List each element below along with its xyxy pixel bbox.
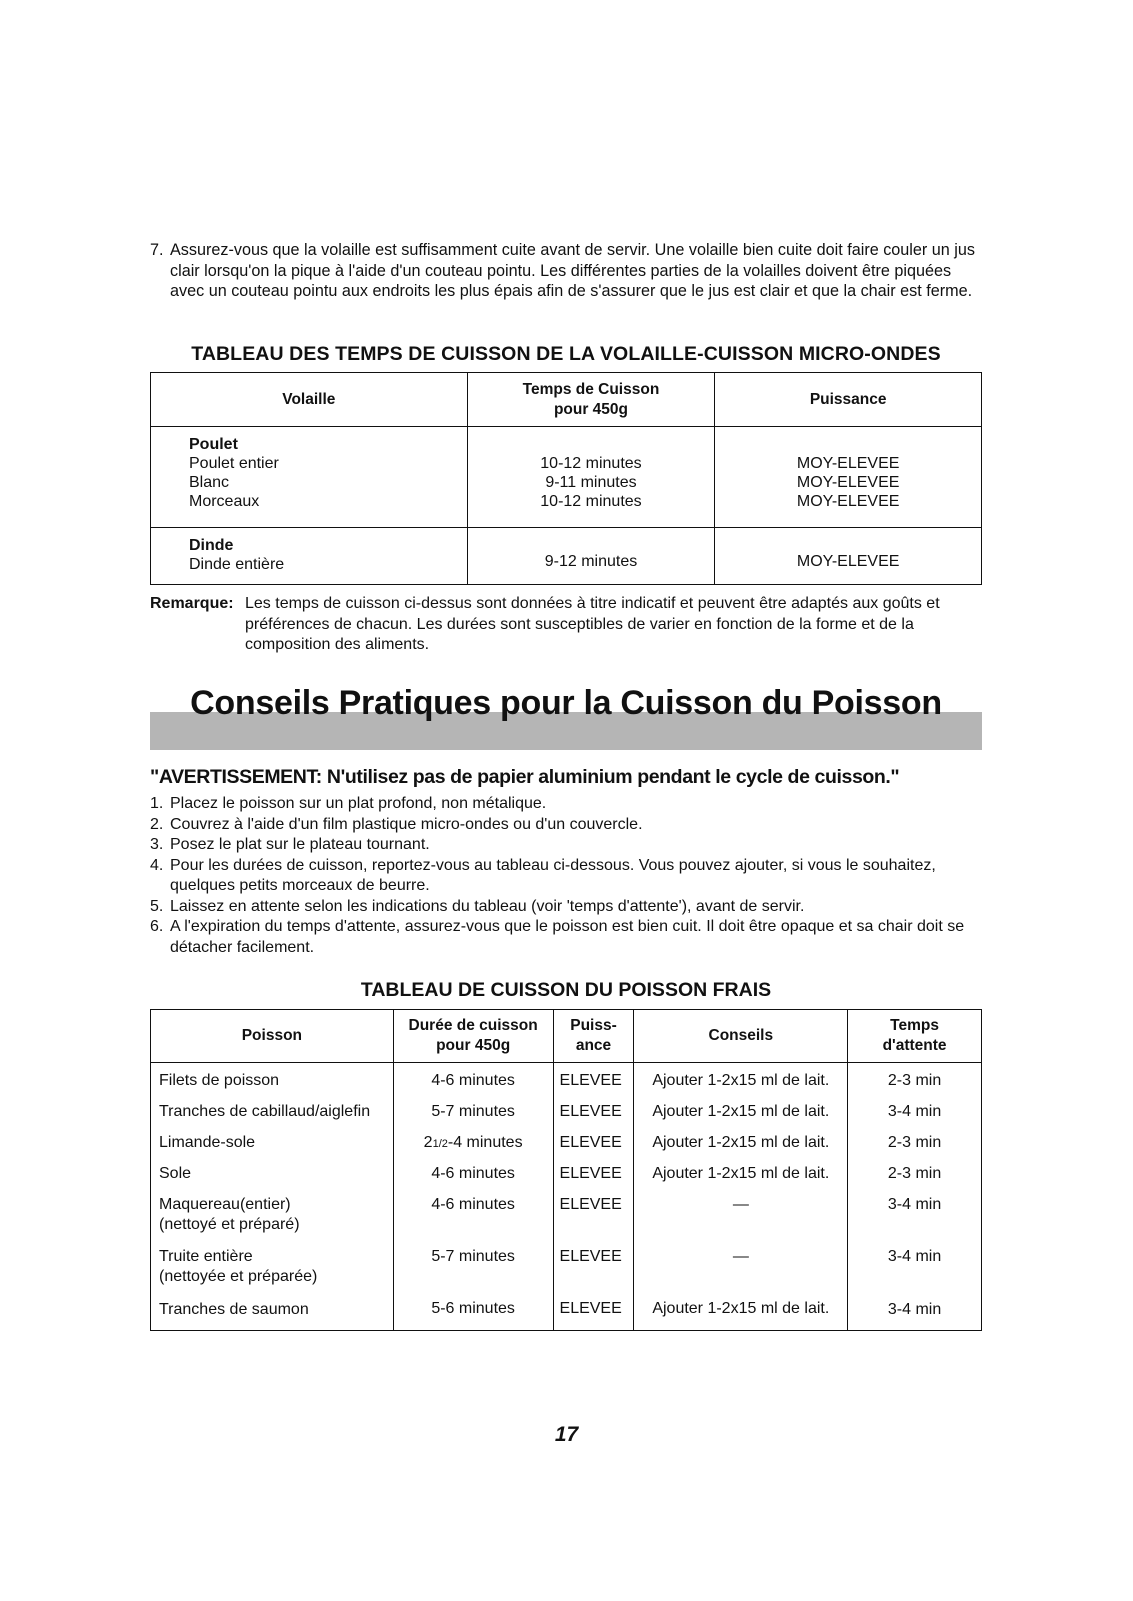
item-name: Blanc	[189, 474, 230, 491]
item-time: 10-12 minutes	[540, 493, 642, 510]
fish-name: Filets de poisson	[159, 1072, 280, 1089]
fish-time: 5-7 minutes	[431, 1248, 515, 1265]
fish-name: Sole	[159, 1165, 192, 1182]
fish-time: 4-6 minutes	[431, 1165, 515, 1182]
step-number: 7.	[150, 241, 164, 259]
fish-stand-time: 3-4 min	[887, 1248, 942, 1265]
header-conseils: Conseils	[634, 1010, 848, 1063]
header-temps-line2: pour 450g	[553, 400, 629, 418]
warning-text: "AVERTISSEMENT: N'utilisez pas de papier aluminium pendant le cycle de cuisson."	[150, 766, 900, 788]
list-item: 5. Laissez en attente selon les indications du tableau (voir 'temps d'attente'), avant de servir.	[150, 897, 805, 915]
item-power: MOY-ELEVEE	[796, 493, 900, 510]
fish-cooking-table	[150, 1009, 982, 1331]
item-name: Dinde entière	[189, 556, 285, 573]
fish-power: ELEVEE	[559, 1103, 622, 1120]
item-power: MOY-ELEVEE	[796, 455, 900, 472]
fish-table-title: TABLEAU DE CUISSON DU POISSON FRAIS	[360, 979, 772, 1001]
fish-tip: Ajouter 1-2x15 ml de lait.	[652, 1134, 830, 1151]
list-item: 2. Couvrez à l'aide d'un film plastique micro-ondes ou d'un couvercle.	[150, 815, 643, 833]
poultry-cooking-table	[150, 372, 982, 585]
list-item: 6. A l'expiration du temps d'attente, assurez-vous que le poisson est bien cuit. Il doit être opaque et sa chair doit se détacher facilement.	[150, 918, 965, 956]
fish-time: 5-7 minutes	[431, 1103, 515, 1120]
fish-tip: Ajouter 1-2x15 ml de lait.	[652, 1072, 830, 1089]
header-volaille: Volaille	[151, 373, 468, 427]
fish-power: ELEVEE	[559, 1165, 622, 1182]
fish-time: 21/2-4 minutes	[423, 1134, 523, 1151]
page-number: 17	[554, 1423, 579, 1446]
fish-stand-time: 3-4 min	[887, 1196, 942, 1213]
list-item: 4. Pour les durées de cuisson, reportez-vous au tableau ci-dessous. Vous pouvez ajouter, si vous le souhaitez, quelques petits morceaux de beurre.	[150, 856, 936, 894]
fish-power: ELEVEE	[559, 1300, 622, 1317]
fish-tip: —	[732, 1248, 749, 1265]
table-row	[151, 528, 982, 585]
fish-name: Truite entière (nettoyée et préparée)	[159, 1248, 318, 1285]
item-power: MOY-ELEVEE	[796, 553, 900, 570]
fish-power: ELEVEE	[559, 1134, 622, 1151]
item-name: Poulet entier	[189, 455, 279, 472]
header-duree: Durée de cuisson pour 450g	[393, 1010, 553, 1063]
fish-stand-time: 2-3 min	[887, 1134, 942, 1151]
fish-time: 5-6 minutes	[431, 1300, 515, 1317]
fish-power: ELEVEE	[559, 1196, 622, 1213]
fish-stand-time: 2-3 min	[887, 1165, 942, 1182]
header-temps-line1: Temps de Cuisson	[522, 380, 660, 398]
fish-tip: —	[732, 1196, 749, 1213]
item-time: 9-12 minutes	[544, 553, 638, 570]
list-item: 1. Placez le poisson sur un plat profond, non métalique.	[150, 795, 547, 812]
item-name: Morceaux	[189, 493, 260, 510]
header-temps	[467, 373, 715, 427]
fish-tip: Ajouter 1-2x15 ml de lait.	[652, 1103, 830, 1120]
fish-name: Tranches de cabillaud/aiglefin	[159, 1103, 371, 1120]
fish-tip: Ajouter 1-2x15 ml de lait.	[652, 1165, 830, 1182]
fish-tip: Ajouter 1-2x15 ml de lait.	[652, 1300, 830, 1317]
table-row	[151, 427, 982, 528]
item-time: 10-12 minutes	[540, 455, 642, 472]
fish-name: Tranches de saumon	[159, 1301, 309, 1318]
header-temps-attente: Temps d'attente	[848, 1010, 982, 1063]
poultry-table-title: TABLEAU DES TEMPS DE CUISSON DE LA VOLAILLE-CUISSON MICRO-ONDES	[191, 343, 941, 365]
group-name: Dinde	[189, 537, 234, 554]
fish-stand-time: 3-4 min	[887, 1301, 942, 1318]
step-text: Assurez-vous que la volaille est suffisamment cuite avant de servir. Une volaille bien cuite doit faire couler un jus clair lorsqu'on la pique à l'aide d'un couteau pointu. Les différentes parties de la volailles doivent être piquées avec un couteau pointu aux endroits les plus épais afin de s'assurer que le jus est clair et que la chair est ferme.	[170, 241, 975, 301]
table-header-row	[151, 373, 982, 427]
list-item: 3. Posez le plat sur le plateau tournant.	[150, 836, 430, 853]
table-header-row	[151, 1010, 982, 1063]
section-title: Conseils Pratiques pour la Cuisson du Poisson	[190, 684, 942, 722]
fish-steps-list	[150, 794, 982, 958]
item-power: MOY-ELEVEE	[796, 474, 900, 491]
fish-name: Limande-sole	[159, 1134, 256, 1151]
fish-power: ELEVEE	[559, 1072, 622, 1089]
header-puissance: Puiss- ance	[553, 1010, 634, 1063]
group-name: Poulet	[189, 436, 238, 453]
fish-name: Maquereau(entier) (nettoyé et préparé)	[159, 1196, 300, 1233]
fish-time: 4-6 minutes	[431, 1196, 515, 1213]
fish-time: 4-6 minutes	[431, 1072, 515, 1089]
remark-note	[150, 594, 982, 656]
remark-text: Les temps de cuisson ci-dessus sont données à titre indicatif et peuvent être adaptés aux goûts et préférences de chacun. Les durées sont susceptibles de varier en fonction de la forme et de la composition des aliments.	[245, 595, 940, 653]
fish-stand-time: 2-3 min	[887, 1072, 942, 1089]
fish-power: ELEVEE	[559, 1248, 622, 1265]
fish-stand-time: 3-4 min	[887, 1103, 942, 1120]
header-poisson: Poisson	[151, 1010, 394, 1063]
poultry-step-7	[150, 240, 982, 302]
remark-label: Remarque:	[150, 595, 234, 612]
table-body	[151, 1063, 982, 1331]
item-time: 9-11 minutes	[545, 474, 637, 491]
header-puissance: Puissance	[715, 373, 982, 427]
